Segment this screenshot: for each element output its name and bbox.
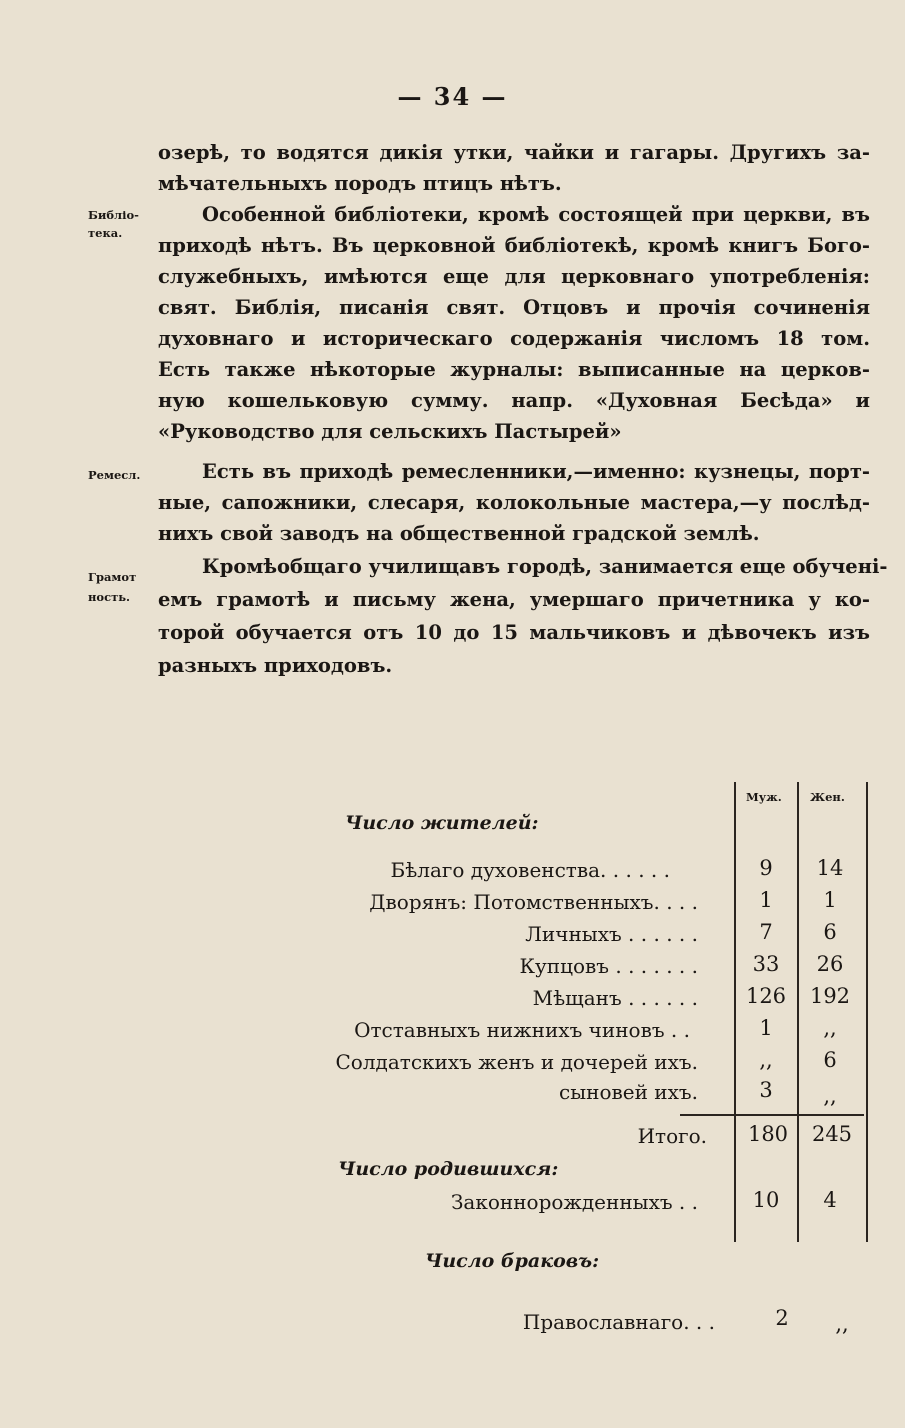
table-column-rule [797, 782, 799, 1242]
total-rule [680, 1114, 734, 1116]
table-cell-male: 33 [752, 952, 780, 976]
table-cell-male: 1 [759, 888, 773, 912]
table-cell-female: 14 [816, 856, 844, 880]
text-line: Есть въ приходѣ ремесленники,—именно: кузнецы, порт- [202, 460, 870, 483]
table-row-label: Личныхъ . . . . . . [525, 922, 698, 946]
column-header-male: Муж. [746, 790, 782, 804]
text-line: емъ грамотѣ и письму жена, умершаго причетника у ко- [158, 588, 870, 611]
margin-note: Грамот [88, 570, 137, 584]
table-cell-female: 1 [823, 888, 837, 912]
text-line: свят. Библія, писанія свят. Отцовъ и прочія сочиненія [158, 296, 870, 319]
column-header-female: Жен. [810, 790, 845, 804]
text-line: приходѣ нѣтъ. Въ церковной библіотекѣ, кромѣ книгъ Бого- [158, 234, 870, 257]
total-label: Итого. [637, 1124, 707, 1148]
total-female: 245 [811, 1122, 853, 1146]
text-line: Есть также нѣкоторые журналы: выписанные на церков- [158, 358, 870, 381]
table-row-label: Отставныхъ нижнихъ чиновъ . . [354, 1018, 690, 1042]
margin-note: Ремесл. [88, 468, 141, 482]
table-cell-female: 6 [823, 920, 837, 944]
table-cell-female: ,, [823, 1084, 837, 1108]
table-row-label: Мѣщанъ . . . . . . [532, 986, 698, 1010]
text-line: озерѣ, то водятся дикія утки, чайки и гагары. Другихъ за- [158, 141, 870, 164]
table-cell-female: 192 [809, 984, 851, 1008]
text-line: разныхъ приходовъ. [158, 654, 393, 677]
margin-note: Библіо- [88, 208, 139, 222]
table-row-label: Бѣлаго духовенства. . . . . . [390, 858, 670, 882]
table-row-label: Законнорожденныхъ . . [450, 1190, 698, 1214]
table-cell-female: 6 [823, 1048, 837, 1072]
section-title-births: Число родившихся: [338, 1158, 559, 1180]
table-cell-male: ,, [759, 1048, 773, 1072]
births-female: 4 [823, 1188, 837, 1212]
page-number: — 34 — [397, 82, 508, 111]
text-line: служебныхъ, имѣются еще для церковнаго употребленія: [158, 265, 870, 288]
marriage-female: ,, [835, 1312, 849, 1336]
text-line: «Руководство для сельскихъ Пастырей» [158, 420, 622, 443]
text-line: торой обучается отъ 10 до 15 мальчиковъ и дѣвочекъ изъ [158, 621, 870, 644]
total-male: 180 [747, 1122, 789, 1146]
table-cell-female: 26 [816, 952, 844, 976]
table-cell-female: ,, [823, 1016, 837, 1040]
table-column-rule [866, 782, 868, 1242]
table-row-label: Купцовъ . . . . . . . [519, 954, 698, 978]
table-row-label: Солдатскихъ женъ и дочерей ихъ. [335, 1050, 698, 1074]
text-line: ную кошельковую сумму. напр. «Духовная Бесѣда» и [158, 389, 870, 412]
margin-note: тека. [88, 226, 123, 240]
table-row-label: сыновей ихъ. [559, 1080, 698, 1104]
margin-note: ность. [88, 590, 131, 604]
section-title-marriages: Число браковъ: [425, 1250, 600, 1272]
table-cell-male: 126 [745, 984, 787, 1008]
text-line: Особенной библіотеки, кромѣ состоящей при церкви, въ [202, 203, 870, 226]
table-row-label: Дворянъ: Потомственныхъ. . . . [369, 890, 698, 914]
text-line: нихъ свой заводъ на общественной градской землѣ. [158, 522, 760, 545]
text-line: Кромѣобщаго училищавъ городѣ, занимается еще обученi- [202, 555, 888, 578]
table-cell-male: 9 [759, 856, 773, 880]
text-line: ные, сапожники, слесаря, колокольные мастера,—у послѣд- [158, 491, 870, 514]
births-male: 10 [752, 1188, 780, 1212]
table-cell-male: 3 [759, 1078, 773, 1102]
table-cell-male: 7 [759, 920, 773, 944]
section-title-inhabitants: Число жителей: [345, 812, 539, 834]
text-line: духовнаго и историческаго содержанія числомъ 18 том. [158, 327, 870, 350]
text-line: мѣчательныхъ породъ птицъ нѣтъ. [158, 172, 562, 195]
table-row-label: Православнаго. . . [522, 1310, 715, 1334]
table-column-rule [734, 782, 736, 1242]
table-cell-male: 1 [759, 1016, 773, 1040]
marriage-male: 2 [775, 1306, 789, 1330]
total-rule [736, 1114, 864, 1116]
